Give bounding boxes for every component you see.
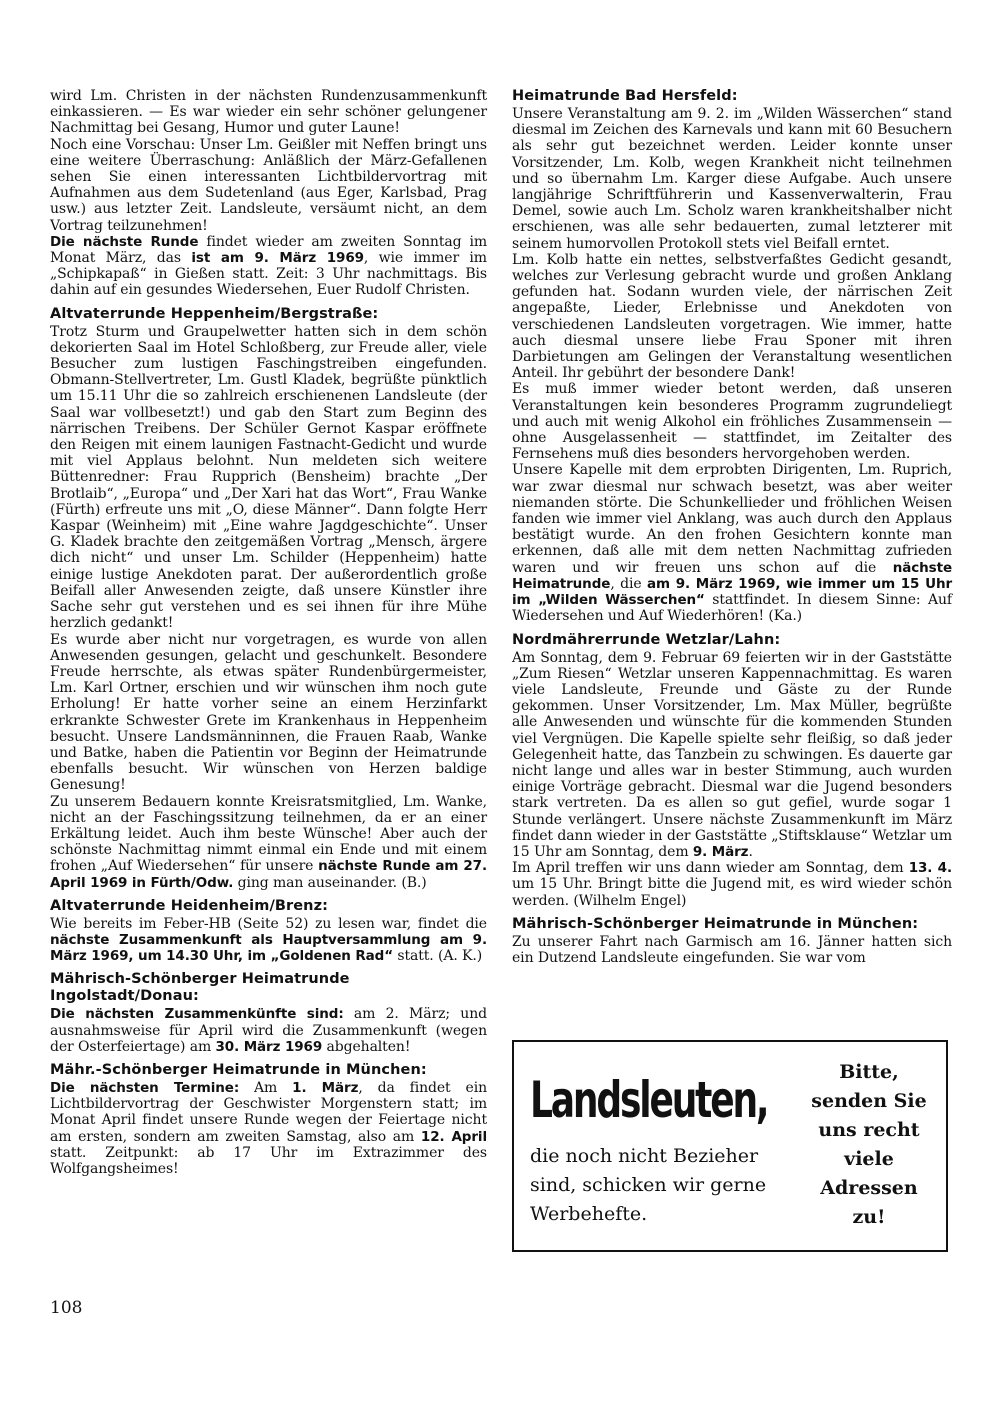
bold-text: Die nächste Runde [50, 233, 199, 250]
bold-text: 12. April [420, 1128, 487, 1145]
paragraph [512, 650, 952, 861]
paragraph [50, 794, 487, 891]
section-title: Mähr.-Schönberger Heimatrunde in München: [50, 1061, 427, 1078]
bold-text: 30. März 1969 [215, 1038, 323, 1055]
paragraph [50, 1006, 487, 1055]
bold-text: 1. März [292, 1079, 359, 1096]
text: um 15 Uhr. Bringt bitte die Jugend mit, es wird wieder schön werden. (Wilhelm Engel) [512, 876, 952, 909]
text: Zu unserem Bedauern konnte Kreisratsmitglied, Lm. Wanke, nicht an der Faschingssitzung teilnehmen, da er an einer Erkältung leidet. Auch ihm beste Wünsche! Aber auch der schönste Nachmittag nimmt einmal ein Ende und mit einem frohen „Auf Wiedersehen“ für unsere [50, 793, 487, 875]
paragraph: Unsere Veranstaltung am 9. 2. im „Wilden Wässerchen“ stand diesmal im Zeichen des Karnevals und kann mit 60 Besuchern als sehr gut bezeichnet werden. Leider konnte unser Vorsitzender, Lm. Kolb, wegen Krankheit nicht teilnehmen und so übernahm Lm. Karger diese Aufgabe. Auch unsere langjährige Schriftführerin und Kassenverwalterin, Frau Demel, sowie auch Lm. Scholz waren krankheitshalber nicht erschienen, was alle sehr bedauerten, zumal letzterer mit seinem humorvollen Protokoll stets viel Beifall erntet. [512, 106, 952, 252]
bold-text: Die nächsten Termine: [50, 1079, 240, 1096]
text: , da findet ein Lichtbildervortrag der Geschwister Morgenstern statt; im Monat April findet unsere Runde wegen der Feiertage nicht am ersten, sondern am zweiten Samstag, also am [50, 1079, 487, 1145]
paragraph: Es muß immer wieder betont werden, daß unseren Veranstaltungen kein besonderes Programm zugrundeliegt und auch mit wenig Alkohol ein fröhliches Zusammensein — ohne Ausgelassenheit — stattfindet, im Zeitalter des Fernsehens muß dies besonders hervorgehoben werden. [512, 381, 952, 463]
section-heppenheim [50, 306, 487, 891]
bold-text: ist am 9. März 1969 [191, 250, 364, 267]
section-hersfeld [512, 88, 952, 625]
paragraph [50, 1080, 487, 1177]
text: ging man auseinander. (B.) [233, 874, 427, 891]
paragraph: Trotz Sturm und Graupelwetter hatten sich in dem schön dekorierten Saal im Hotel Schloßberg, zur Freude aller, viele Besucher zum lustigen Faschingstreiben eingefunden. Obmann-Stellvertreter, Lm. Gustl Kladek, begrüßte pünktlich um 15.11 Uhr die so zahlreich erschienenen Landsleute (der Saal war vollbesetzt!) und gab den Start zum Beginn des närrischen Treibens. Der Schüler Gernot Kaspar eröffnete den Reigen mit einem launigen Fastnacht-Gedicht und wurde mit viel Applaus belohnt. Nun meldeten sich weitere Büttenredner: Frau Rupprich (Bensheim) brachte „Der Brotlaib“, „Europa“ und „Der Xari hat das Wort“, Frau Wanke (Fürth) erfreute uns mit „O, diese Männer“. Dann folgte Herr Kaspar (Weinheim) mit „Eine wahre Jagdgeschichte“. Unser G. Kladek brachte den zeitgemäßen Vortrag „Mensch, ärgere dich nicht“ und unser Lm. Schilder (Heppenheim) hatte einige lustige Anekdoten parat. Der außerordentlich große Beifall aller Anwesenden zeigte, daß unsere Künstler ihre Sache sehr gut verstehen und es sei ihnen für ihre Mühe herzlich gedankt! [50, 323, 487, 632]
paragraph [50, 916, 487, 965]
bold-text: am 9. März 1969, wie immer um 15 Uhr im „Wilden Wässerchen“ [512, 575, 953, 609]
section-title: Altvaterrunde Heidenheim/Brenz: [50, 897, 329, 914]
paragraph: Es wurde aber nicht nur vorgetragen, es wurde von allen Anwesenden gesungen, gelacht und geschunkelt. Besondere Freude herrschte, als etwas später Rundenbürgermeister, Lm. Karl Ortner, erschien und wir wünschen ihm noch gute Erholung! Er hatte vorher seine an einem Herzinfarkt erkrankte Schwester Grete im Krankenhaus in Heppenheim besucht. Unsere Landsmänninnen, die Frauen Raab, Wanke und Batke, haben die Patientin vor Beginn der Heimatrunde ebenfalls besucht. Wir wünschen von Herzen baldige Genesung! [50, 631, 487, 794]
advertisement-left [530, 1064, 792, 1229]
section-ingolstadt [50, 971, 487, 1055]
bold-text: nächste Runde am 27. April 1969 in Fürth/Odw. [50, 858, 488, 891]
text: Unsere Kapelle mit dem erprobten Dirigenten, Lm. Ruprich, war zwar diesmal nur schwach besetzt, was aber weiter niemanden störte. Die Schunkellieder und fröhlichen Weisen fanden wie immer viel Anklang, was auch durch den Applaus bestätigt wurde. An den frohen Gesichtern konnte man erkennen, daß alle mit dem netten Nachmittag zufrieden waren und wir freuen uns schon auf die [512, 462, 952, 576]
advertisement-text: die noch nicht Bezieher sind, schicken wir gerne Werbehefte. [530, 1145, 767, 1225]
paragraph: Lm. Kolb hatte ein nettes, selbstverfaßtes Gedicht gesandt, welches zur Verlesung gebracht wurde und großen Anklang gefunden hat. Sodann wurden viele, der närrischen Zeit angepaßte, Lieder, Erlebnisse und Anekdoten von verschiedenen Landsleuten vorgetragen. Wie immer, hatte auch diesmal unsere liebe Frau Sponer mit ihren Darbietungen am Gelingen der Veranstaltung wesentlichen Anteil. Ihr gebührt der besondere Dank! [512, 251, 952, 382]
advertisement-headline: Landsleuten, [530, 1071, 768, 1129]
section-wetzlar [512, 632, 952, 909]
intro-paragraph-2: Noch eine Vorschau: Unser Lm. Geißler mit Neffen bringt uns eine weitere Überraschung: Anläßlich der März-Gefallenen sehen Sie einen interessanten Lichtbildervortrag mit Aufnahmen aus dem Sudetenland (aus Eger, Karlsbad, Prag usw.) aus letzter Zeit. Landsleute, versäumt nicht, an dem Vortrag teilzunehmen! [50, 136, 487, 234]
section-title: Heimatrunde Bad Hersfeld: [512, 88, 738, 104]
text: Am Sonntag, dem 9. Februar 69 feierten wir in der Gaststätte „Zum Riesen“ Wetzlar unseren Kappennachmittag. Es waren viele Landsleute, Freunde und Gäste zu der Runde gekommen. Unser Vorsitzender, Lm. Max Müller, begrüßte alle Anwesenden und wünschte für die kommenden Stunden viel Vergnügen. Die Kapelle spielte sehr fleißig, so daß jeder Gelegenheit hatte, das Tanzbein zu schwingen. Es dauerte gar nicht lange und alles war in bester Stimmung, auch wurden einige Vorträge gebracht. Diesmal war die Jugend besonders stark vertreten. Da es allen so gut gefiel, wurde sogar 1 Stunde verlängert. Unsere nächste Zusammenkunft im März findet dann wieder in der Gaststätte „Stiftsklause“ Wetzlar um 15 Uhr am Sonntag, dem [512, 649, 952, 860]
page-number: 108 [50, 1298, 83, 1318]
bold-text: nächste Zusammenkunft als Hauptversammlung am 9. März 1969, um 14.30 Uhr, im „Goldenen Rad“ [50, 931, 487, 965]
text: , die [610, 575, 648, 592]
bold-text: 13. 4. [908, 860, 952, 877]
text: am 2. März; und ausnahmsweise für April wird die Zusammenkunft (wegen der Osterfeiertage) am [50, 1006, 487, 1055]
advertisement-request: Bitte, senden Sie uns recht viele Adressen zu! [811, 1061, 927, 1228]
section-title: Altvaterrunde Heppenheim/Bergstraße: [50, 305, 379, 322]
section-title: Mährisch-Schönberger Heimatrunde Ingolstadt/Donau: [50, 971, 350, 1005]
text: Am [239, 1079, 293, 1096]
bold-text: Die nächsten Zusammenkünfte sind: [50, 1006, 344, 1023]
section-heidenheim [50, 898, 487, 965]
section-muenchen-1 [50, 1062, 487, 1177]
bold-text: 9. März [692, 843, 749, 860]
text: , wie immer im „Schipkapaß“ in Gießen statt. Zeit: 3 Uhr nachmittags. Bis dahin auf ein gesundes Wiedersehen, Euer Rudolf Christen. [50, 250, 487, 299]
left-column [50, 88, 487, 1184]
section-title: Nordmährerrunde Wetzlar/Lahn: [512, 631, 781, 648]
intro-paragraph-1: wird Lm. Christen in der nächsten Rundenzusammenkunft einkassieren. — Es war wieder ein sehr schöner gelungener Nachmittag bei Gesang, Humor und guter Laune! [50, 88, 487, 137]
text: Wie bereits im Feber-HB (Seite 52) zu lesen war, findet die [50, 915, 487, 932]
text: abgehalten! [322, 1038, 411, 1055]
text: stattfindet. In diesem Sinne: Auf Wiedersehen und Auf Wiederhören! (Ka.) [512, 592, 952, 625]
intro-next-meeting [50, 234, 487, 299]
text: Im April treffen wir uns dann wieder am Sonntag, dem [512, 860, 909, 877]
section-muenchen-2 [512, 916, 952, 966]
bold-text: nächste Heimatrunde [512, 559, 952, 592]
text: statt. Zeitpunkt: ab 17 Uhr im Extrazimmer des Wolfgangsheimes! [50, 1144, 487, 1177]
paragraph: Zu unserer Fahrt nach Garmisch am 16. Jänner hatten sich ein Dutzend Landsleute eingefunden. Sie war vom [512, 933, 952, 966]
right-column [512, 88, 952, 973]
advertisement-box [512, 1040, 948, 1252]
paragraph [512, 462, 952, 624]
paragraph [512, 860, 952, 909]
text: . [748, 843, 753, 860]
text: statt. (A. K.) [393, 948, 483, 965]
section-title: Mährisch-Schönberger Heimatrunde in München: [512, 915, 919, 932]
text: findet wieder am zweiten Sonntag im Monat März, das [50, 233, 487, 267]
